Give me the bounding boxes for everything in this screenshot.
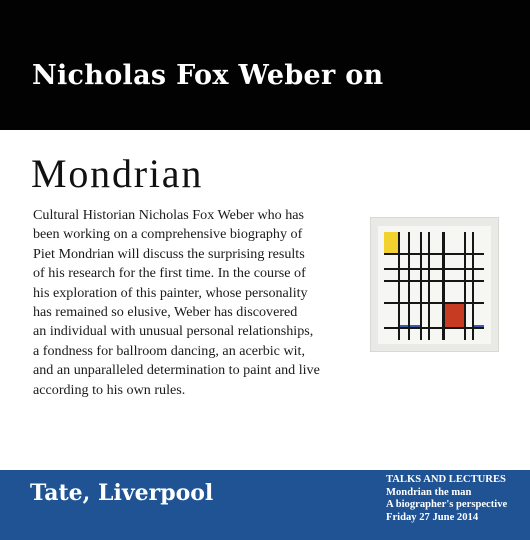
description-text [33, 206, 363, 400]
description-line: his exploration of this painter, whose personality [33, 284, 308, 301]
main-title: Mondrian [31, 151, 204, 196]
grid-line-horizontal [384, 253, 484, 255]
grid-line-horizontal [384, 327, 484, 329]
red-block [445, 304, 464, 327]
grid-line-horizontal [384, 302, 484, 304]
event-category: TALKS AND LECTURES [386, 474, 506, 485]
event-subtitle: A biographer's perspective [386, 499, 508, 510]
description-line: of his research for the first time. In the course of [33, 265, 306, 282]
grid-line-vertical [472, 232, 474, 340]
grid-line-vertical [428, 232, 430, 340]
description-line: Piet Mondrian will discuss the surprising results [33, 245, 305, 262]
grid-line-horizontal [384, 280, 484, 282]
header-banner [0, 0, 530, 130]
description-line: a fondness for ballroom dancing, an acerbic wit, [33, 342, 305, 359]
description-line: been working on a comprehensive biography of [33, 226, 303, 243]
venue-label: Tate, Liverpool [30, 480, 214, 506]
grid-line-vertical [420, 232, 422, 340]
event-info [386, 474, 507, 524]
grid-line-vertical [398, 232, 400, 340]
description-line: Cultural Historian Nicholas Fox Weber who has [33, 207, 305, 223]
grid-line-horizontal [384, 268, 484, 270]
description-line: and an unparalleled determination to paint and live [33, 362, 320, 379]
grid-line-vertical [408, 232, 410, 340]
event-date: Friday 27 June 2014 [386, 511, 479, 523]
description-line: has remained so elusive, Weber has discovered [33, 304, 298, 321]
header-title: Nicholas Fox Weber on [32, 60, 384, 91]
grid-line-vertical [442, 232, 445, 340]
artwork-frame [370, 217, 499, 352]
event-title: Mondrian the man [386, 486, 472, 498]
grid-line-vertical [464, 232, 466, 340]
mondrian-painting-image [378, 226, 491, 344]
yellow-block [384, 232, 398, 254]
description-line: an individual with unusual personal relationships, [33, 323, 314, 340]
description-line: according to his own rules. [33, 381, 186, 398]
